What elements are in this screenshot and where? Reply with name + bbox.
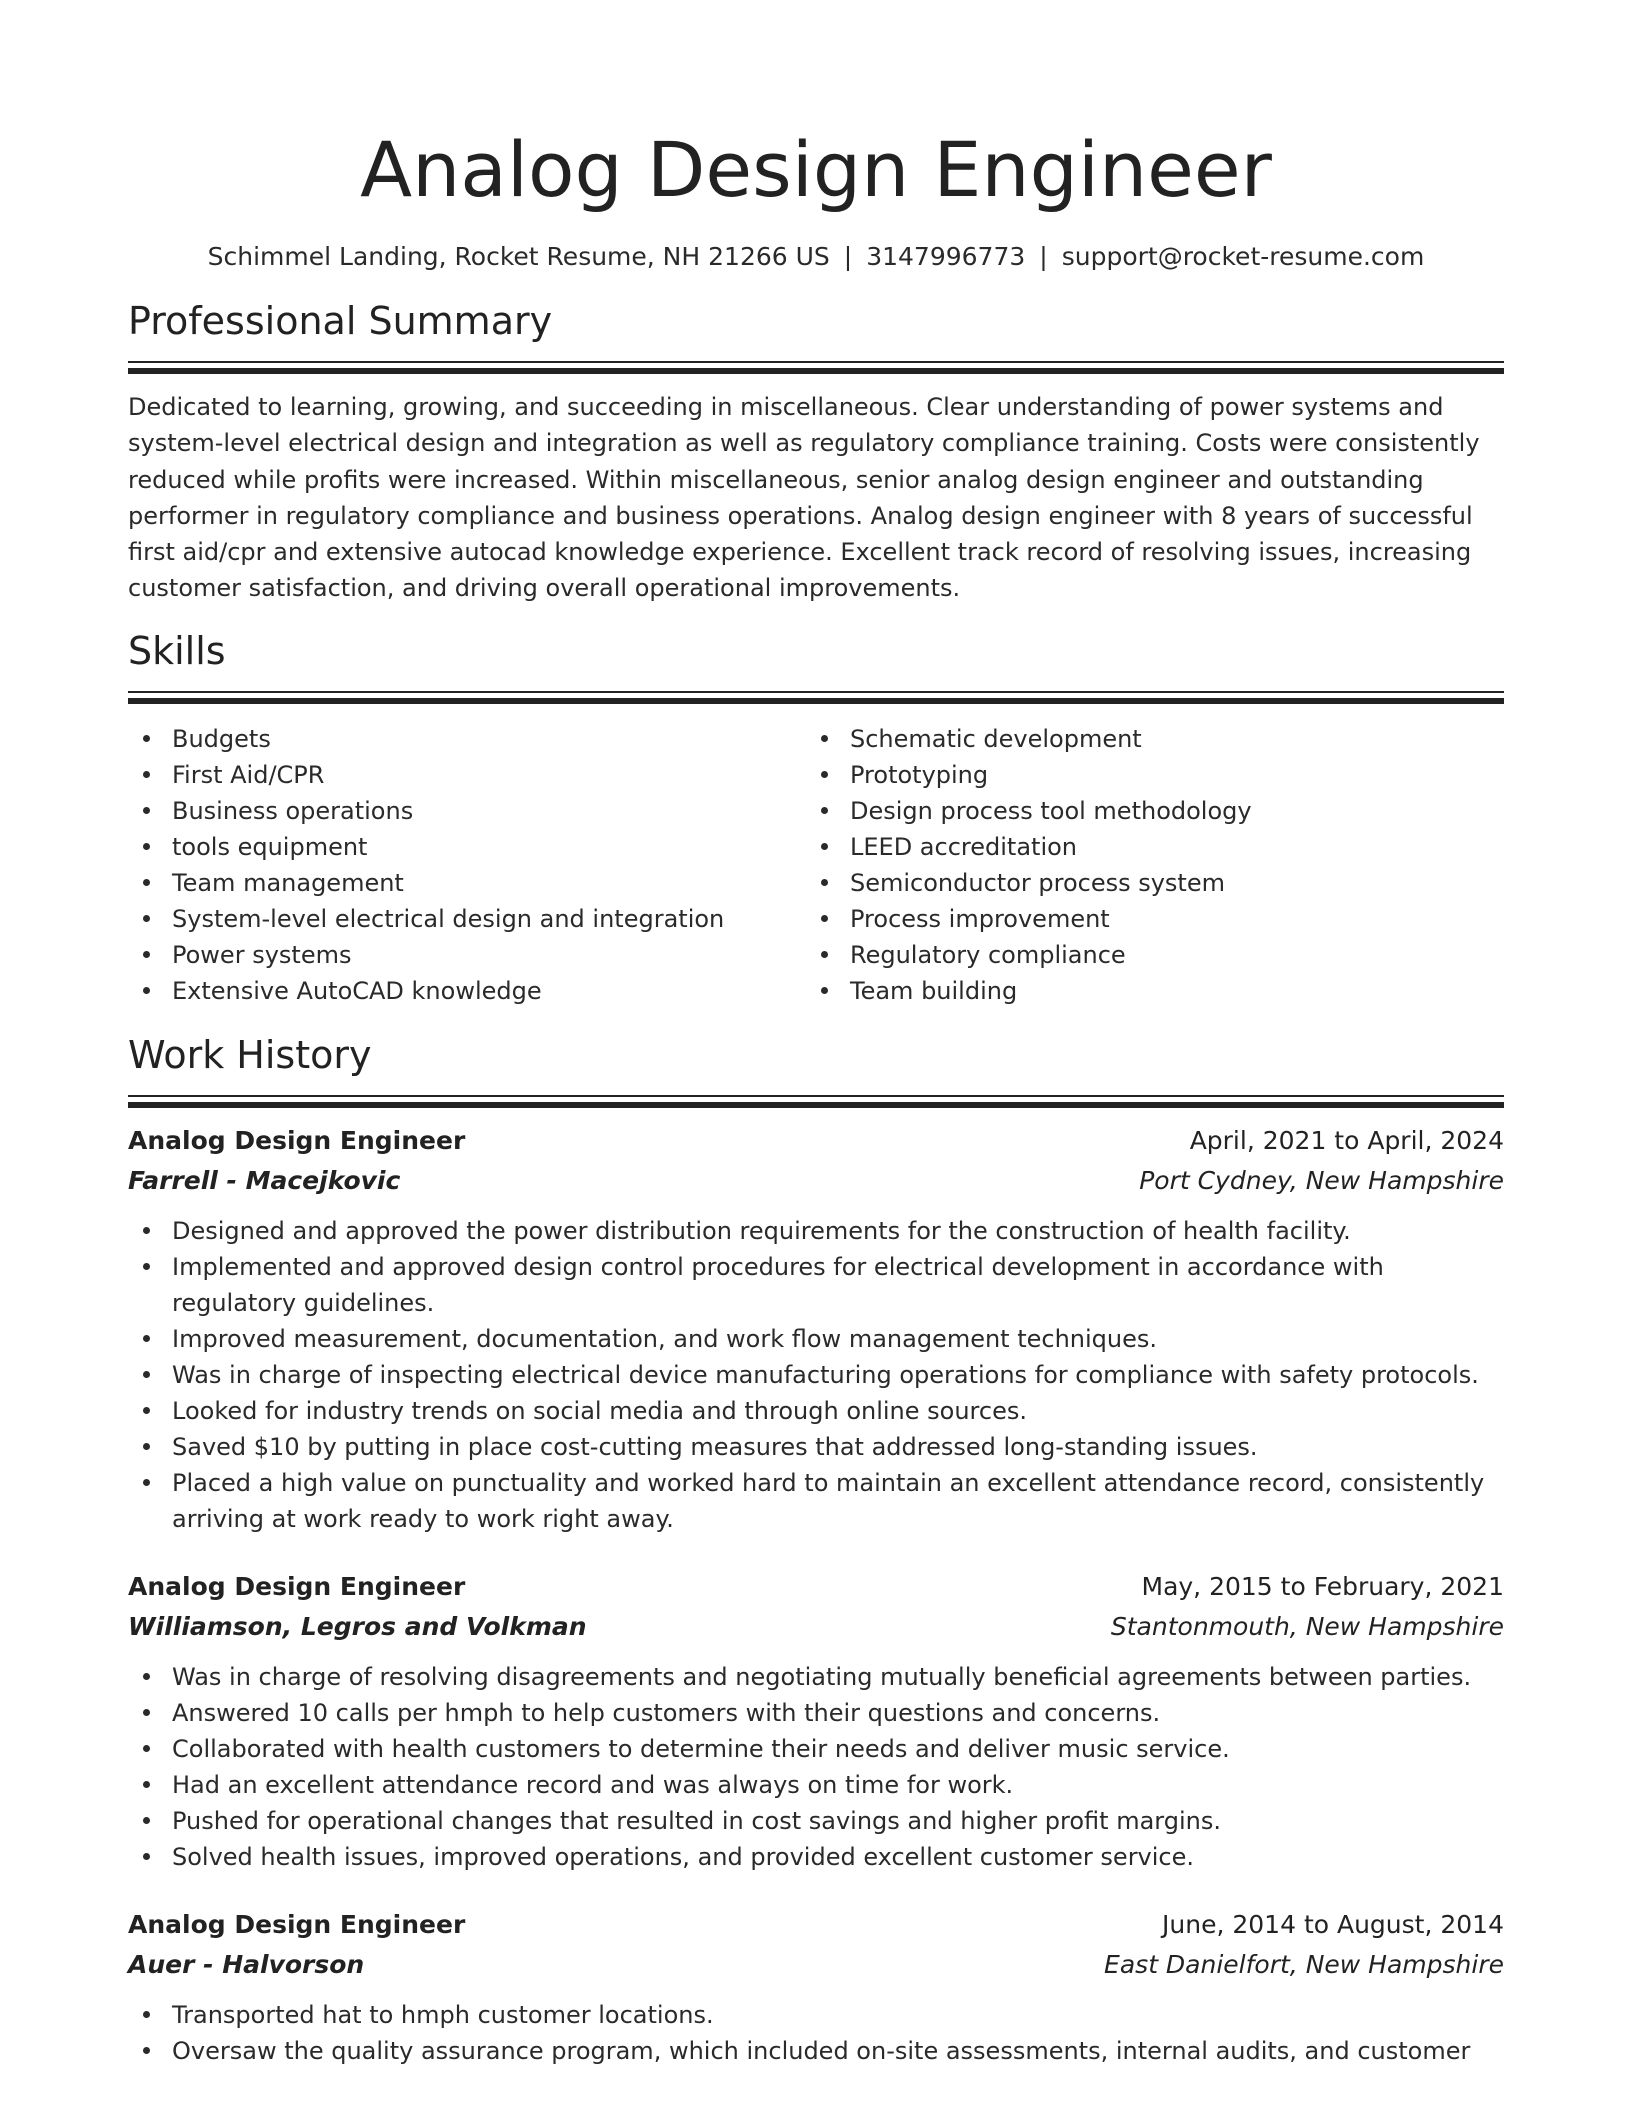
contact-separator: | (843, 242, 853, 271)
skill-item: Power systems (172, 937, 806, 973)
job-location: East Danielfort, New Hampshire (1104, 1949, 1504, 1979)
section-divider (128, 361, 1504, 375)
job-bullet: Looked for industry trends on social media and through online sources. (172, 1393, 1504, 1429)
job-bullet: Had an excellent attendance record and was always on time for work. (172, 1767, 1504, 1803)
job-bullet: Designed and approved the power distribution requirements for the construction of health facility. (172, 1213, 1504, 1249)
job-location: Port Cydney, New Hampshire (1139, 1165, 1504, 1195)
job-subheader (128, 1945, 1504, 1985)
section-divider (128, 691, 1504, 705)
job-bullets (128, 1997, 1504, 2069)
summary-section (128, 297, 1504, 607)
skill-item: Design process tool methodology (850, 793, 1484, 829)
skill-item: LEED accreditation (850, 829, 1484, 865)
job-subheader (128, 1161, 1504, 1201)
skill-item: Budgets (172, 721, 806, 757)
job-company: Auer - Halvorson (128, 1949, 365, 1979)
job-bullet: Implemented and approved design control procedures for electrical development in accordance with regulatory guidelines. (172, 1249, 1504, 1321)
contact-address: Schimmel Landing, Rocket Resume, NH 21266 US (207, 242, 830, 271)
job-bullet: Was in charge of resolving disagreements and negotiating mutually beneficial agreements between parties. (172, 1659, 1504, 1695)
job-bullet: Was in charge of inspecting electrical device manufacturing operations for compliance with safety protocols. (172, 1357, 1504, 1393)
job-bullet: Pushed for operational changes that resulted in cost savings and higher profit margins. (172, 1803, 1504, 1839)
job-subheader (128, 1607, 1504, 1647)
job-title: Analog Design Engineer (128, 1125, 466, 1155)
section-title-work: Work History (128, 1032, 372, 1077)
summary-text: Dedicated to learning, growing, and succeeding in miscellaneous. Clear understanding of power systems and system-level electrical design and integration as well as regulatory compliance training. Costs were consistently reduced while profits were increased. Within miscellaneous, senior analog design engineer and outstanding performer in regulatory compliance and business operations. Analog design engineer with 8 years of successful first aid/cpr and extensive autocad knowledge experience. Excellent track record of resolving issues, increasing customer satisfaction, and driving overall operational improvements. (128, 393, 1480, 603)
skill-item: Team management (172, 865, 806, 901)
contact-phone: 3147996773 (866, 242, 1026, 271)
contact-email: support@rocket-resume.com (1061, 242, 1425, 271)
skill-item: Extensive AutoCAD knowledge (172, 973, 806, 1009)
job-bullet: Solved health issues, improved operations, and provided excellent customer service. (172, 1839, 1504, 1875)
skill-item: Process improvement (850, 901, 1484, 937)
skills-section (128, 627, 1504, 1009)
job-dates: May, 2015 to February, 2021 (1141, 1571, 1504, 1601)
skill-item: Regulatory compliance (850, 937, 1484, 973)
skill-item: Prototyping (850, 757, 1484, 793)
resume-name: Analog Design Engineer (360, 125, 1272, 214)
job-dates: June, 2014 to August, 2014 (1162, 1909, 1504, 1939)
job-bullet: Collaborated with health customers to determine their needs and deliver music service. (172, 1731, 1504, 1767)
job-location: Stantonmouth, New Hampshire (1110, 1611, 1504, 1641)
job-bullet: Oversaw the quality assurance program, which included on-site assessments, internal audits, and customer (172, 2033, 1504, 2069)
section-title-summary: Professional Summary (128, 299, 553, 343)
job-company: Farrell - Macejkovic (128, 1165, 401, 1195)
skills-columns (128, 721, 1504, 1009)
job-title: Analog Design Engineer (128, 1571, 466, 1601)
skills-list-right (806, 721, 1484, 1009)
section-title-skills: Skills (128, 628, 226, 673)
job-header (128, 1905, 1504, 1945)
resume-page (128, 0, 1504, 2069)
skill-item: tools equipment (172, 829, 806, 865)
job-bullets (128, 1213, 1504, 1537)
job-entry (128, 1905, 1504, 2069)
job-title: Analog Design Engineer (128, 1909, 466, 1939)
job-bullets (128, 1659, 1504, 1875)
job-bullet: Placed a high value on punctuality and worked hard to maintain an excellent attendance record, consistently arriving at work ready to work right away. (172, 1465, 1504, 1537)
job-bullet: Improved measurement, documentation, and work flow management techniques. (172, 1321, 1504, 1357)
job-entry (128, 1567, 1504, 1875)
skill-item: Schematic development (850, 721, 1484, 757)
skill-item: System-level electrical design and integration (172, 901, 806, 937)
job-bullet: Saved $10 by putting in place cost-cutting measures that addressed long-standing issues. (172, 1429, 1504, 1465)
skill-item: First Aid/CPR (172, 757, 806, 793)
contact-separator: | (1039, 242, 1048, 271)
section-divider (128, 1095, 1504, 1109)
job-entry (128, 1121, 1504, 1537)
job-header (128, 1567, 1504, 1607)
job-company: Williamson, Legros and Volkman (128, 1611, 587, 1641)
skill-item: Business operations (172, 793, 806, 829)
job-bullet: Transported hat to hmph customer locations. (172, 1997, 1504, 2033)
work-section (128, 1031, 1504, 2069)
skills-list-left (128, 721, 806, 1009)
job-bullet: Answered 10 calls per hmph to help customers with their questions and concerns. (172, 1695, 1504, 1731)
contact-line (128, 240, 1504, 274)
skill-item: Team building (850, 973, 1484, 1009)
job-dates: April, 2021 to April, 2024 (1189, 1125, 1504, 1155)
job-header (128, 1121, 1504, 1161)
skill-item: Semiconductor process system (850, 865, 1484, 901)
